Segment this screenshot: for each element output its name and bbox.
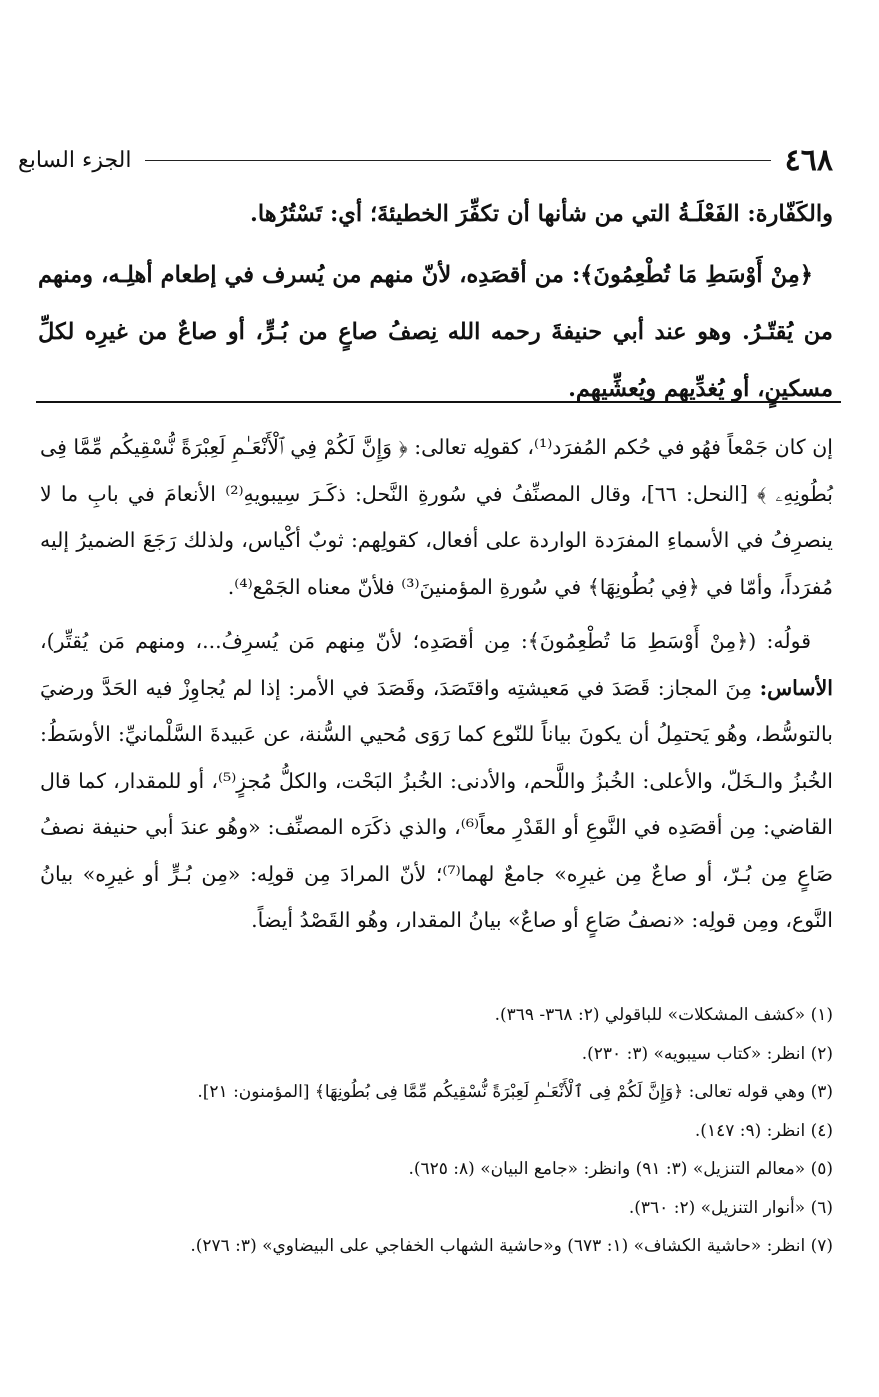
commentary-body: مِنَ المجاز: قَصَدَ في مَعيشتِه واقتَصَدَ، وقَصَدَ في الأمر: إذا لم يُجاوِزْ فيه الحَدَّ ورضيَ بالتوسُّط، وهُو يَحتمِلُ أن يكونَ بياناً للنّوع كما رَوَى مُحيي السُّنة، عن عَبيدةَ السَّلْمانيِّ: الأوسَطُ: الخُبزُ والـخَلّ، والأعلى: الخُبزُ واللَّحم، والأدنى: الخُبزُ البَحْت، والكلُّ مُجزٍ⁽⁵⁾، أو للمقدار، كما قال القاضي: مِن أقصَدِه في النَّوعِ أو القَدْرِ معاً⁽⁶⁾، والذي ذكَرَه المصنِّف: «وهُو عندَ أبي حنيفة نصفُ صَاعٍ مِن بُـرّ، أو صاعٌ مِن غيرِه» جامعٌ لهما⁽⁷⁾؛ لأنّ المرادَ مِن قولِه: «مِن بُـرٍّ أو غيرِه» بيانُ النَّوع، ومِن قولِه: «نصفُ صَاعٍ أو صاعٌ» بيانُ المقدار، وهُو القَصْدُ أيضاً.: [40, 675, 833, 932]
page-number: ٤٦٨: [784, 142, 833, 178]
commentary-paragraph-2: [40, 618, 833, 944]
footnote-2: (٢) انظر: «كتاب سيبويه» (٣: ٢٣٠).: [581, 1043, 833, 1064]
footnotes: [40, 996, 833, 1266]
commentary: [40, 424, 833, 944]
commentary-lead: قولُه: (﴿مِنْ أَوْسَطِ مَا تُطْعِمُونَ﴾: مِن أقصَدِه؛ لأنّ مِنهم مَن يُسرِفُ...، ومنهم مَن يُقتِّر)،: [40, 629, 811, 653]
commentary-paragraph-1: إن كان جَمْعاً فهُو في حُكم المُفرَد⁽¹⁾، كقولِه تعالى: ﴿ وَإِنَّ لَكُمْ فِي ٱلْأَنْعَـٰمِ لَعِبْرَةً نُّسْقِيكُم مِّمَّا فِى بُطُونِهِۦ ﴾ [النحل: ٦٦]، وقال المصنِّفُ في سُورةِ النَّحل: ذكَـرَ سِيبويهِ⁽²⁾ الأنعامَ في بابِ ما لا ينصرِفُ في الأسماءِ المفرَدة الواردة على أفعال، كقولِهم: ثوبٌ أكْياس، ولذلك رَجَعَ الضميرُ إليه مُفرَداً، وأمّا في ﴿فِي بُطُونِهَا﴾ في سُورةِ المؤمنينَ⁽³⁾ فلأنّ معناه الجَمْع⁽⁴⁾.: [40, 435, 833, 599]
footnote-6: (٦) «أنوار التنزيل» (٢: ٣٦٠).: [628, 1197, 833, 1218]
main-paragraph-1: والكَفّارة: الفَعْلَـةُ التي من شأنها أن تكفِّرَ الخطيئةَ؛ أي: تَسْتُرُها.: [250, 201, 833, 227]
page-header: [18, 140, 833, 180]
main-text: [38, 186, 833, 418]
footnote-1: (١) «كشف المشكلات» للباقولي (٢: ٣٦٨- ٣٦٩).: [494, 1005, 833, 1025]
footnote-4: (٤) انظر: (٩: ١٤٧).: [694, 1120, 833, 1141]
footnote-3: (٣) وهي قوله تعالى: ﴿وَإِنَّ لَكُمْ فِى ٱلْأَنْعَـٰمِ لَعِبْرَةً نُّسْقِيكُم مِّمَّا فِى بُطُونِهَا﴾ [المؤمنون: ٢١].: [197, 1082, 833, 1102]
header-rule: [145, 160, 770, 161]
running-head: الجزء السابع: [18, 147, 132, 173]
asas-label: الأساس:: [759, 675, 833, 700]
footnote-5: (٥) «معالم التنزيل» (٣: ٩١) وانظر: «جامع البيان» (٨: ٦٢٥).: [408, 1159, 833, 1179]
footnote-7: (٧) انظر: «حاشية الكشاف» (١: ٦٧٣) و«حاشية الشهاب الخفاجي على البيضاوي» (٣: ٢٧٦).: [190, 1236, 833, 1256]
main-paragraph-2: ﴿مِنْ أَوْسَطِ مَا تُطْعِمُونَ﴾: من أقصَدِه، لأنّ منهم من يُسرف في إطعام أهلِـه، ومنهم من يُقتّـرُ. وهو عند أبي حنيفةَ رحمه الله نِصفُ صاعٍ من بُـرٍّ، أو صاعٌ من غيرِه لكلِّ مسكينٍ، أو يُغدِّيهم ويُعشِّيهم.: [38, 262, 833, 402]
separator-rule: [36, 401, 841, 403]
